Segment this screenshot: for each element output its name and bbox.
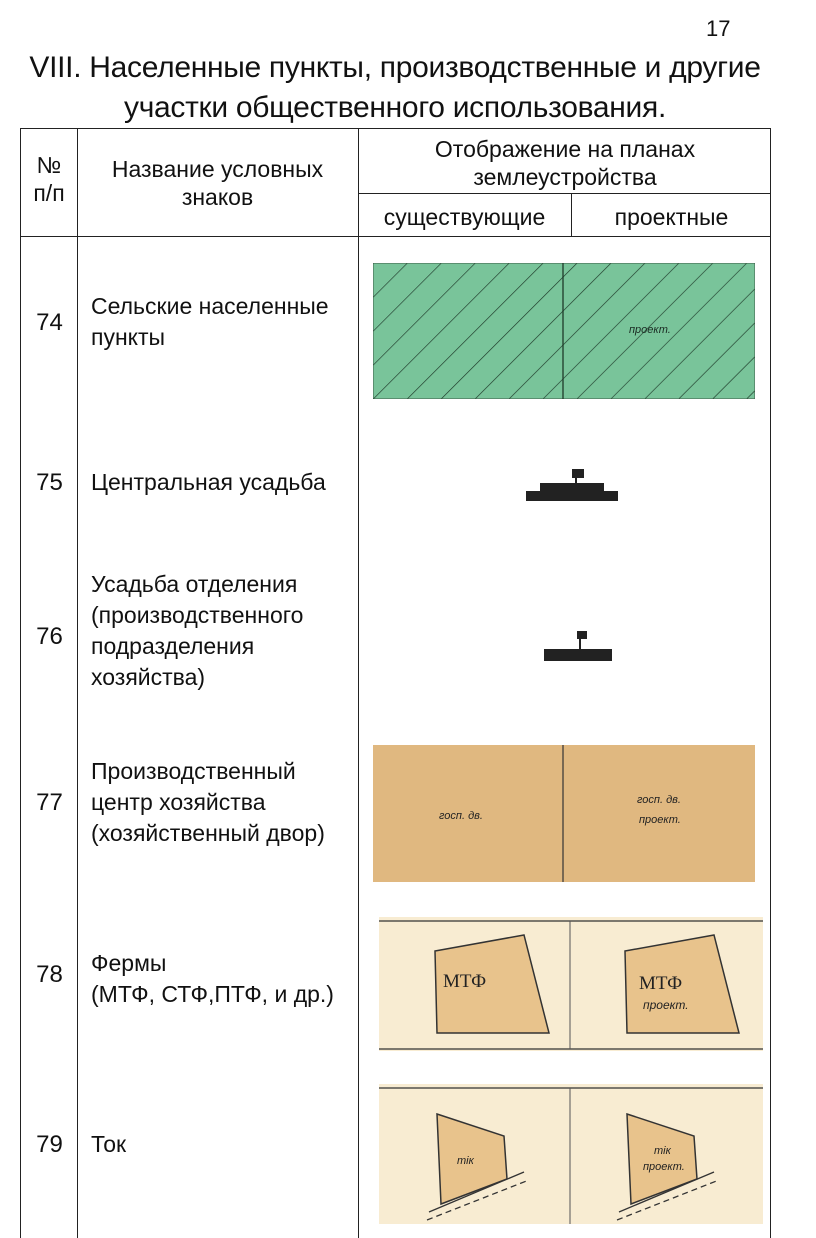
settlement-symbol	[373, 263, 755, 399]
legend-table	[20, 128, 771, 1238]
row-number: 78	[36, 961, 63, 988]
row-name: Ток	[91, 1131, 127, 1157]
production-center-symbol	[373, 745, 755, 882]
row-name: Усадьба отделения (производственного подразделения хозяйства)	[91, 571, 304, 690]
header-name: Название условных знаков	[111, 156, 324, 210]
existing-label: госп. дв.	[439, 810, 483, 822]
title-line-1: VIII. Населенные пункты, производственные и другие	[29, 51, 761, 84]
projected-label-2: проект.	[643, 1161, 685, 1173]
row-number: 77	[36, 789, 63, 816]
title-line-2: участки общественного использования.	[124, 91, 666, 124]
header-bottom-line	[21, 236, 770, 237]
header-existing: существующие	[383, 204, 546, 230]
row-number: 79	[36, 1131, 63, 1158]
projected-label: проект.	[629, 324, 671, 336]
row-number: 74	[36, 309, 63, 336]
header-projected: проектные	[614, 204, 729, 230]
projected-label-1: МТФ	[639, 973, 683, 994]
page-number: 17	[706, 16, 731, 41]
row-name: Сельские населенные пункты	[91, 293, 329, 350]
farm-symbol	[379, 917, 763, 1051]
threshing-floor-symbol	[379, 1084, 763, 1224]
existing-label: МТФ	[443, 971, 487, 992]
central-estate-symbol	[526, 469, 622, 509]
row-name: Центральная усадьба	[91, 469, 326, 495]
header-number: № п/п	[33, 152, 65, 206]
row-number: 76	[36, 623, 63, 650]
row-name: Фермы (МТФ, СТФ,ПТФ, и др.)	[91, 950, 334, 1007]
row-name: Производственный центр хозяйства (хозяйственный двор)	[91, 758, 325, 846]
projected-label-1: тік	[654, 1145, 671, 1157]
projected-label-2: проект.	[639, 814, 681, 826]
section-title	[0, 48, 790, 128]
projected-label-1: госп. дв.	[637, 794, 681, 806]
column-divider	[77, 129, 78, 1238]
division-estate-symbol	[544, 631, 616, 663]
header-display: Отображение на планах землеустройства	[434, 136, 696, 190]
row-number: 75	[36, 469, 63, 496]
projected-label-2: проект.	[643, 998, 689, 1012]
header-divider	[358, 193, 770, 194]
existing-label: тік	[457, 1155, 474, 1167]
